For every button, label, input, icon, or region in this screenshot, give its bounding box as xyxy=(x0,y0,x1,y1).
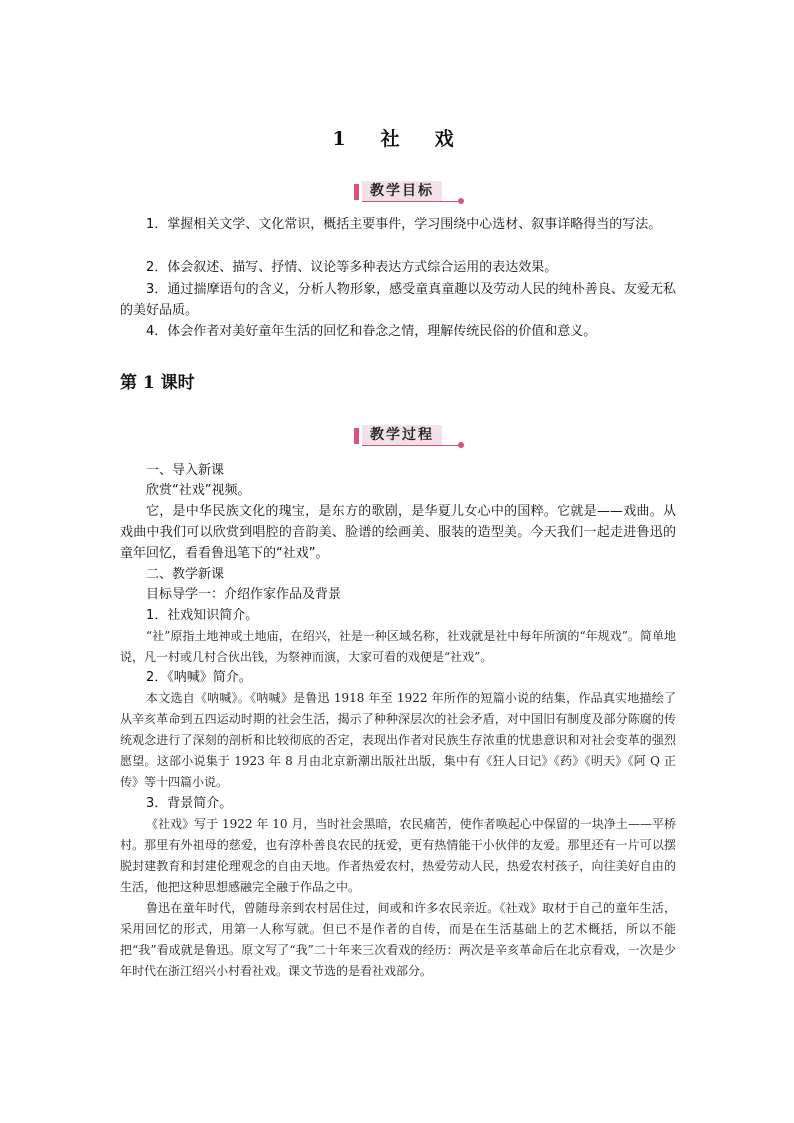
goal-heading: 目标导学一：介绍作家作品及背景 xyxy=(146,587,342,602)
objective-2: 2．体会叙述、描写、抒情、议论等多种表达方式综合运用的表达效果。 xyxy=(146,260,558,275)
banner-line xyxy=(434,201,460,202)
banner-bar xyxy=(354,428,359,444)
item3-heading: 3．背景简介。 xyxy=(146,796,233,811)
page-title: 1 社 戏 xyxy=(332,128,462,150)
lesson-heading: 第 1 课时 xyxy=(120,373,195,393)
banner-bar xyxy=(354,184,359,200)
intro-line: 欣赏“社戏”视频。 xyxy=(146,483,251,498)
process-banner-label: 教学过程 xyxy=(362,425,442,446)
item2-text: 本文选自《呐喊》。《呐喊》是鲁迅 1918 年至 1922 年所作的短篇小说的结集，作品真实地描绘了从辛亥革命到五四运动时期的社会生活，揭示了种种深层次的社会矛盾，对中国旧有制度及部分陈腐的传统观念进行了深刻的剖析和比较彻底的否定，表现出作者对民族生存浓重的忧患意识和对社会变革的强烈愿望。这部小说集于 1923 年 8 月由北京新潮出版社出版，集中有《狂人日记》《药》《明天》《阿 Q 正传》等十四篇小说。 xyxy=(120,691,676,789)
new-lesson-heading: 二、教学新课 xyxy=(146,567,225,582)
banner-dot xyxy=(458,442,464,448)
objectives-banner-label: 教学目标 xyxy=(362,181,442,202)
banner-line xyxy=(434,445,460,446)
objectives-banner xyxy=(354,181,466,203)
objective-1: 1．掌握相关文学、文化常识，概括主要事件，学习围绕中心选材、叙事详略得当的写法。 xyxy=(146,217,662,232)
intro-heading: 一、导入新课 xyxy=(146,463,225,478)
item2-heading: 2．《呐喊》简介。 xyxy=(146,670,252,685)
item1-heading: 1．社戏知识简介。 xyxy=(146,608,259,623)
objective-3: 3．通过揣摩语句的含义，分析人物形象，感受童真童趣以及劳动人民的纯朴善良、友爱无私的美好品质。 xyxy=(120,282,676,318)
item1-text: “社”原指土地神或土地庙，在绍兴，社是一种区域名称，社戏就是社中每年所演的“年规戏”。简单地说，凡一村或几村合伙出钱，为祭神而演，大家可看的戏便是“社戏”。 xyxy=(120,629,676,664)
item3-text-1: 《社戏》写于 1922 年 10 月，当时社会黑暗，农民痛苦，使作者唤起心中保留的一块净土——平桥村。那里有外祖母的慈爱，也有淳朴善良农民的抚爱，更有热情能干小伙伴的友爱。那里还有一片可以摆脱封建教育和封建伦理观念的自由天地。作者热爱农村，热爱劳动人民，热爱农村孩子，向往美好自由的生活，他把这种思想感融完全融于作品之中。 xyxy=(120,817,676,894)
process-banner xyxy=(354,425,466,447)
item3-text-2: 鲁迅在童年时代，曾随母亲到农村居住过，间或和许多农民亲近。《社戏》取材于自己的童年生活，采用回忆的形式，用第一人称写就。但已不是作者的自传，而是在生活基础上的艺术概括，所以不能把“我”看成就是鲁迅。原文写了“我”二十年来三次看戏的经历：两次是辛亥革命后在北京看戏，一次是少年时代在浙江绍兴小村看社戏。课文节选的是看社戏部分。 xyxy=(120,901,676,978)
banner-dot xyxy=(458,198,464,204)
objective-4: 4．体会作者对美好童年生活的回忆和眷念之情，理解传统民俗的价值和意义。 xyxy=(146,324,597,339)
intro-paragraph: 它，是中华民族文化的瑰宝，是东方的歌剧，是华夏儿女心中的国粹。它就是——戏曲。从戏曲中我们可以欣赏到唱腔的音韵美、脸谱的绘画美、服装的造型美。今天我们一起走进鲁迅的童年回忆，看看鲁迅笔下的“社戏”。 xyxy=(120,504,676,561)
